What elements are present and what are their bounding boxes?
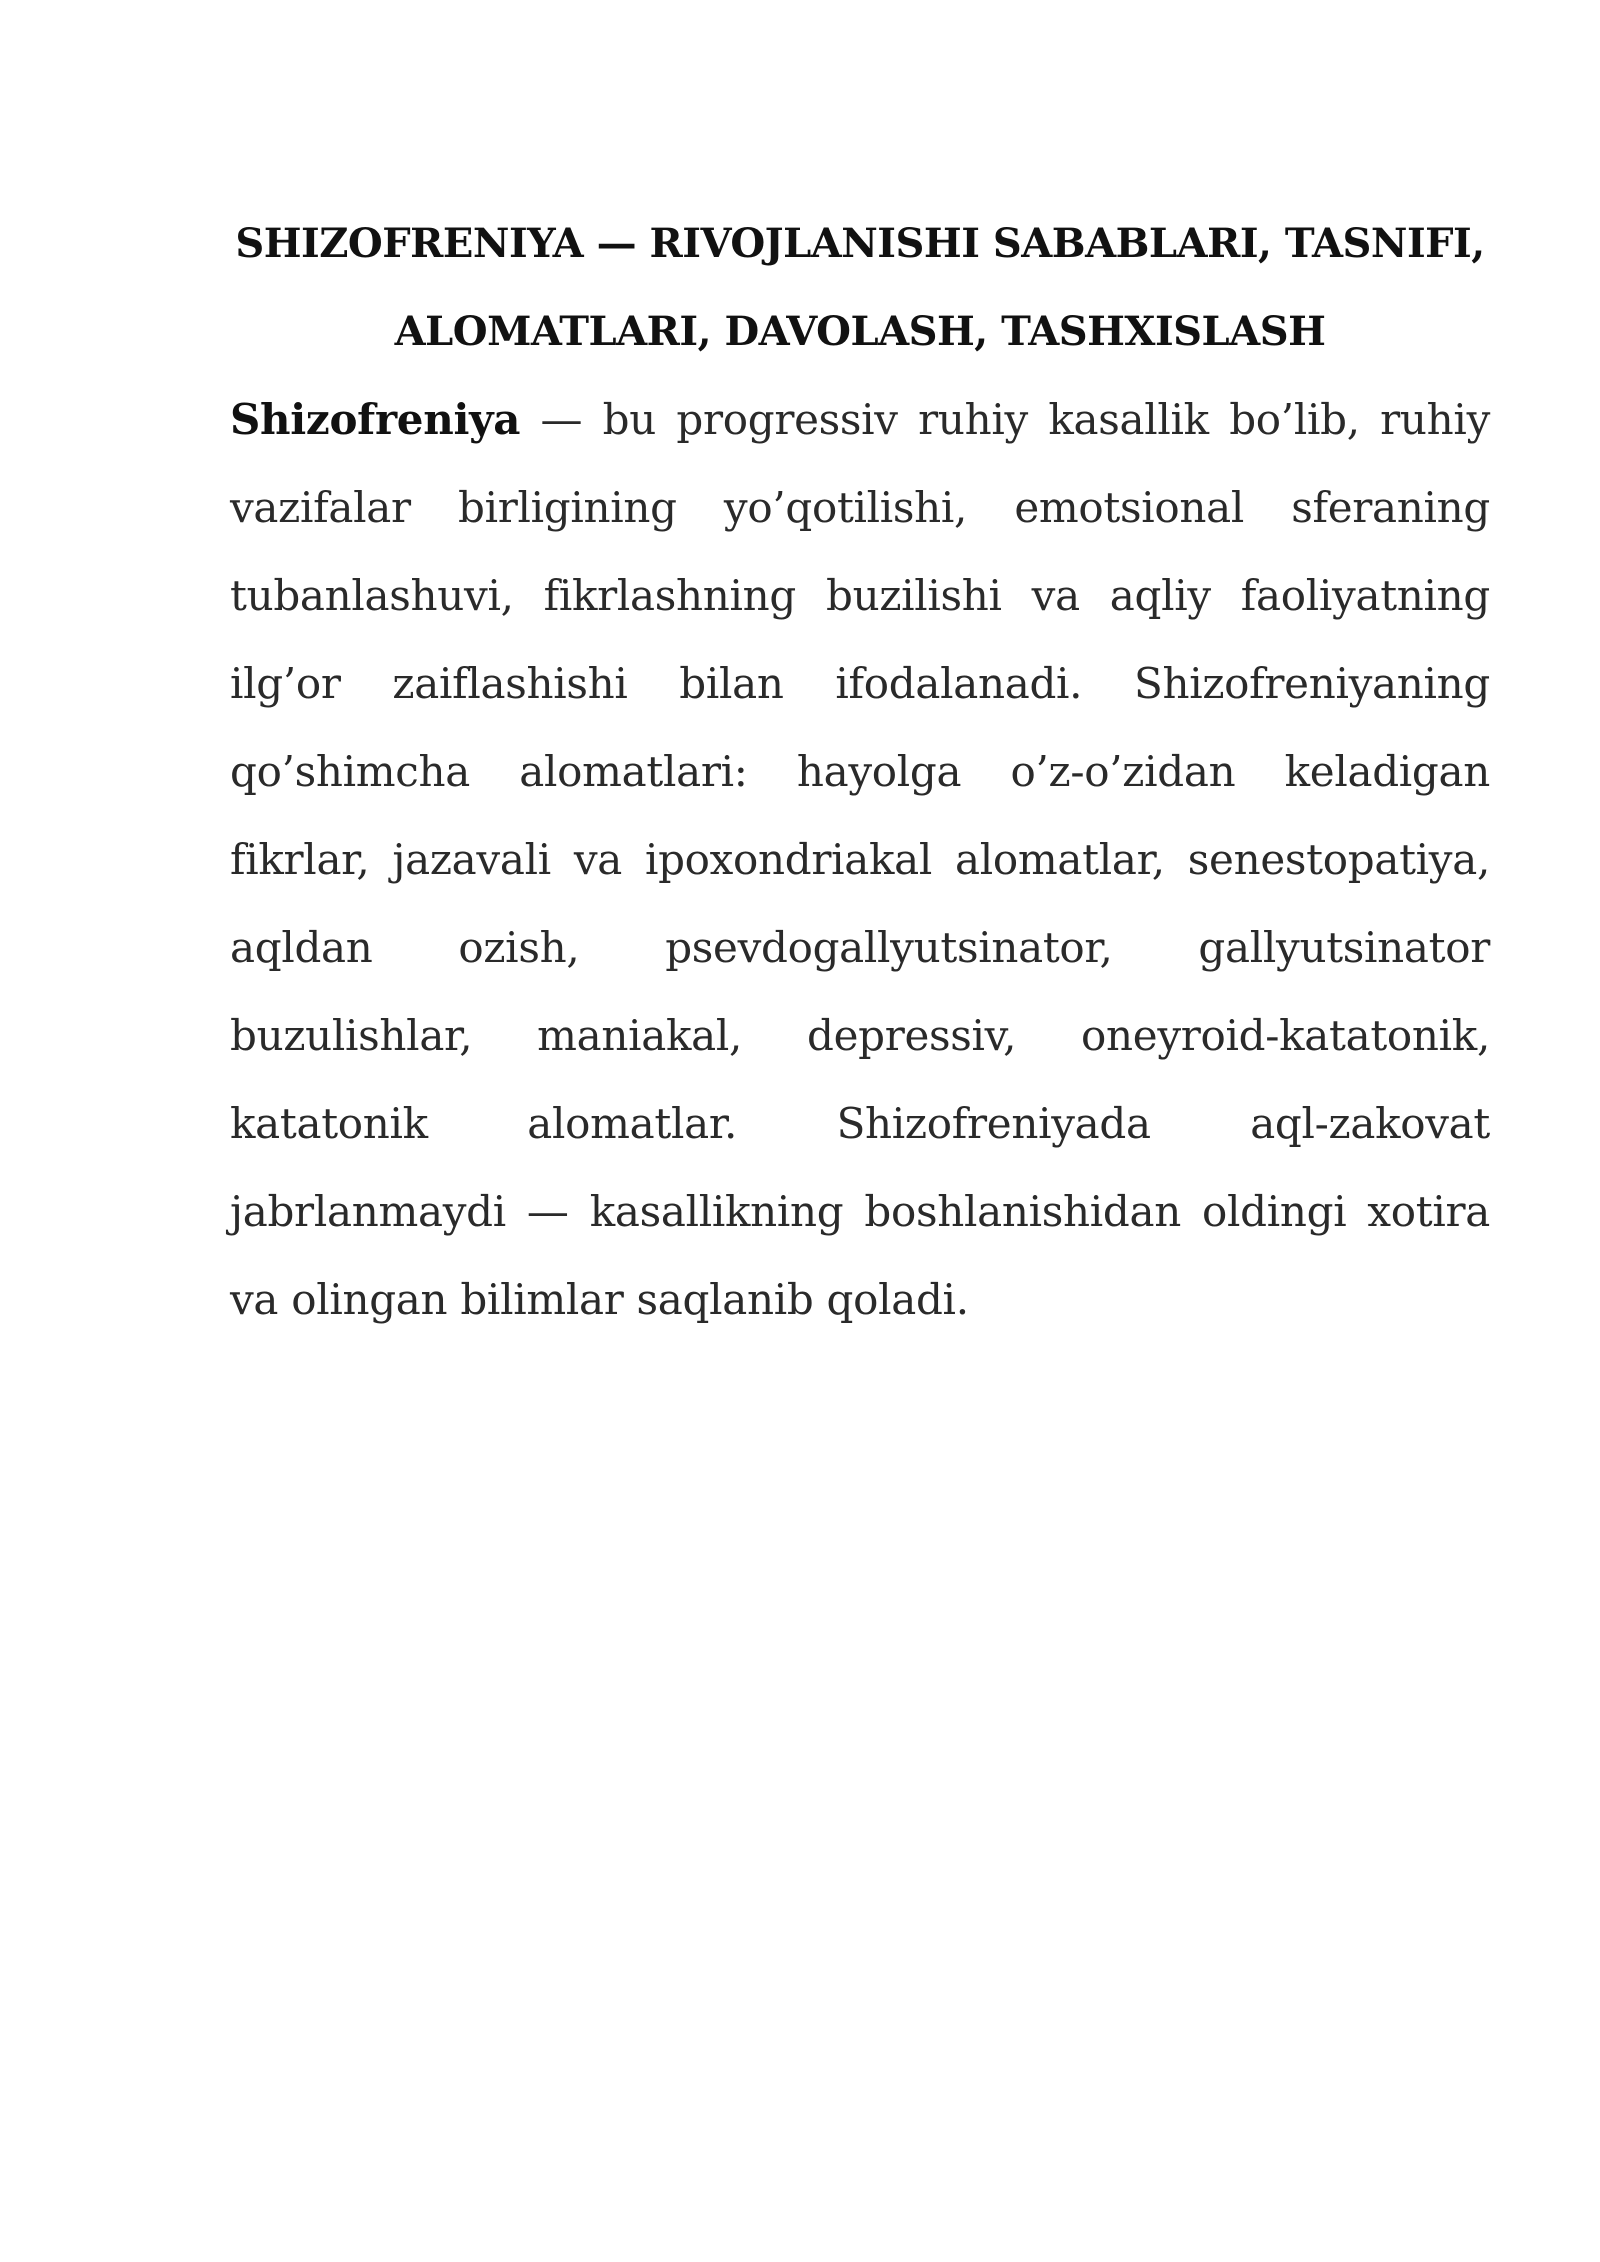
title-line-2: ALOMATLARI, DAVOLASH, TASHXISLASH: [394, 308, 1326, 355]
defined-term: Shizofreniya: [230, 395, 521, 444]
document-title: [230, 200, 1490, 376]
definition-text: — bu progressiv ruhiy kasallik bo’lib, ruhiy vazifalar birligining yo’qotilishi, emotsional sferaning tubanlashuvi, fikrlashning buzilishi va aqliy faoliyatning ilg’or zaiflashishi bilan ifodalanadi. Shizofreniyaning qo’shimcha alomatlari: hayolga o’z-o’zidan keladigan fikrlar, jazavali va ipoxondriakal alomatlar, senestopatiya, aqldan ozish, psevdogallyutsinator, gallyutsinator buzulishlar, maniakal, depressiv, oneyroid-katatonik, katatonik alomatlar. Shizofreniyada aql-zakovat jabrlanmaydi — kasallikning boshlanishidan oldingi xotira va olingan bilimlar saqlanib qoladi.: [230, 395, 1490, 1324]
document-content: [230, 200, 1490, 1344]
title-line-1: SHIZOFRENIYA — RIVOJLANISHI SABABLARI, TASNIFI,: [235, 220, 1485, 267]
definition-paragraph: [230, 376, 1490, 1344]
